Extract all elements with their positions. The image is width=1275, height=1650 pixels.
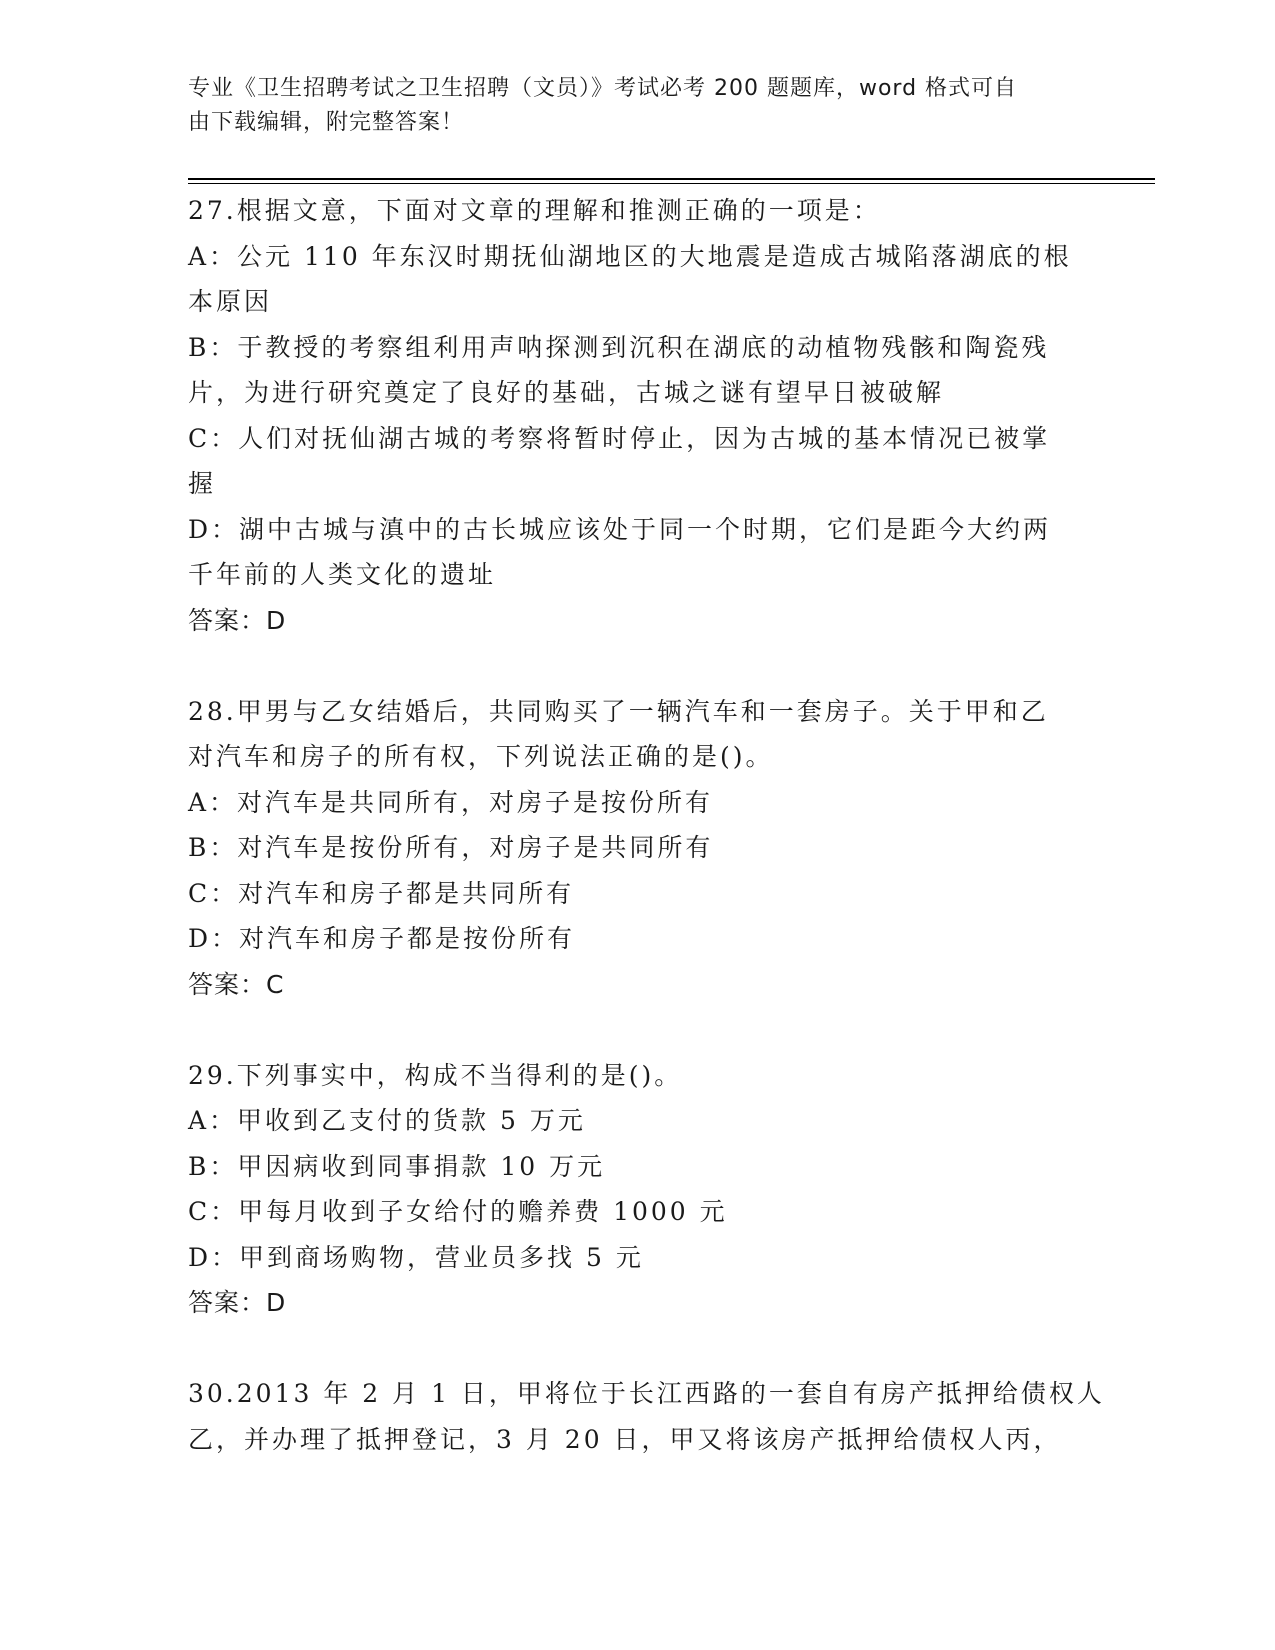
question-stem: 30.2013 年 2 月 1 日，甲将位于长江西路的一套自有房产抵押给债权人: [188, 1379, 1105, 1408]
option-b: B：于教授的考察组利用声呐探测到沉积在湖底的动植物残骸和陶瓷残: [188, 332, 1050, 362]
question-stem: 28.甲男与乙女结婚后，共同购买了一辆汽车和一套房子。关于甲和乙: [188, 696, 1049, 726]
option-d: D：对汽车和房子都是按份所有: [188, 924, 576, 953]
document-header: [188, 72, 1068, 140]
question-stem-continued: 乙，并办理了抵押登记，3 月 20 日，甲又将该房产抵押给债权人丙，: [188, 1424, 1062, 1454]
option-a: A：对汽车是共同所有，对房子是按份所有: [188, 787, 714, 817]
option-d: D：湖中古城与滇中的古长城应该处于同一个时期，它们是距今大约两: [188, 514, 1052, 544]
question-30: [188, 1371, 1105, 1462]
option-c: C：对汽车和房子都是共同所有: [188, 878, 575, 908]
option-c: C：甲每月收到子女给付的赡养费 1000 元: [188, 1197, 728, 1226]
question-28: [188, 689, 1088, 1008]
questions-list: [188, 188, 1105, 1508]
option-a: A：公元 110 年东汉时期抚仙湖地区的大地震是造成古城陷落湖底的根: [188, 241, 1072, 271]
header-line: 专业《卫生招聘考试之卫生招聘（文员）》考试必考 200 题题库，word 格式可自: [188, 76, 1018, 101]
option-a: A：甲收到乙支付的货款 5 万元: [188, 1106, 586, 1135]
answer: 答案：D: [188, 1288, 287, 1317]
header-divider-thin: [188, 183, 1155, 184]
option-c-continued: 握: [188, 469, 217, 498]
answer: 答案：D: [188, 605, 287, 635]
option-d-continued: 千年前的人类文化的遗址: [188, 560, 497, 589]
option-a-continued: 本原因: [188, 287, 273, 316]
question-29: [188, 1053, 1088, 1326]
option-c: C：人们对抚仙湖古城的考察将暂时停止，因为古城的基本情况已被掌: [188, 423, 1051, 453]
question-stem-continued: 对汽车和房子的所有权，下列说法正确的是()。: [188, 742, 774, 771]
question-27: [188, 188, 1088, 643]
option-b-continued: 片，为进行研究奠定了良好的基础，古城之谜有望早日被破解: [188, 378, 945, 407]
option-b: B：对汽车是按份所有，对房子是共同所有: [188, 833, 714, 862]
question-stem: 27.根据文意，下面对文章的理解和推测正确的一项是：: [188, 196, 881, 225]
header-line: 由下载编辑，附完整答案！: [188, 110, 465, 135]
option-d: D：甲到商场购物，营业员多找 5 元: [188, 1242, 644, 1272]
header-divider: [188, 178, 1155, 180]
answer: 答案：C: [188, 969, 285, 999]
option-b: B：甲因病收到同事捐款 10 万元: [188, 1151, 606, 1181]
question-stem: 29.下列事实中，构成不当得利的是()。: [188, 1060, 683, 1090]
